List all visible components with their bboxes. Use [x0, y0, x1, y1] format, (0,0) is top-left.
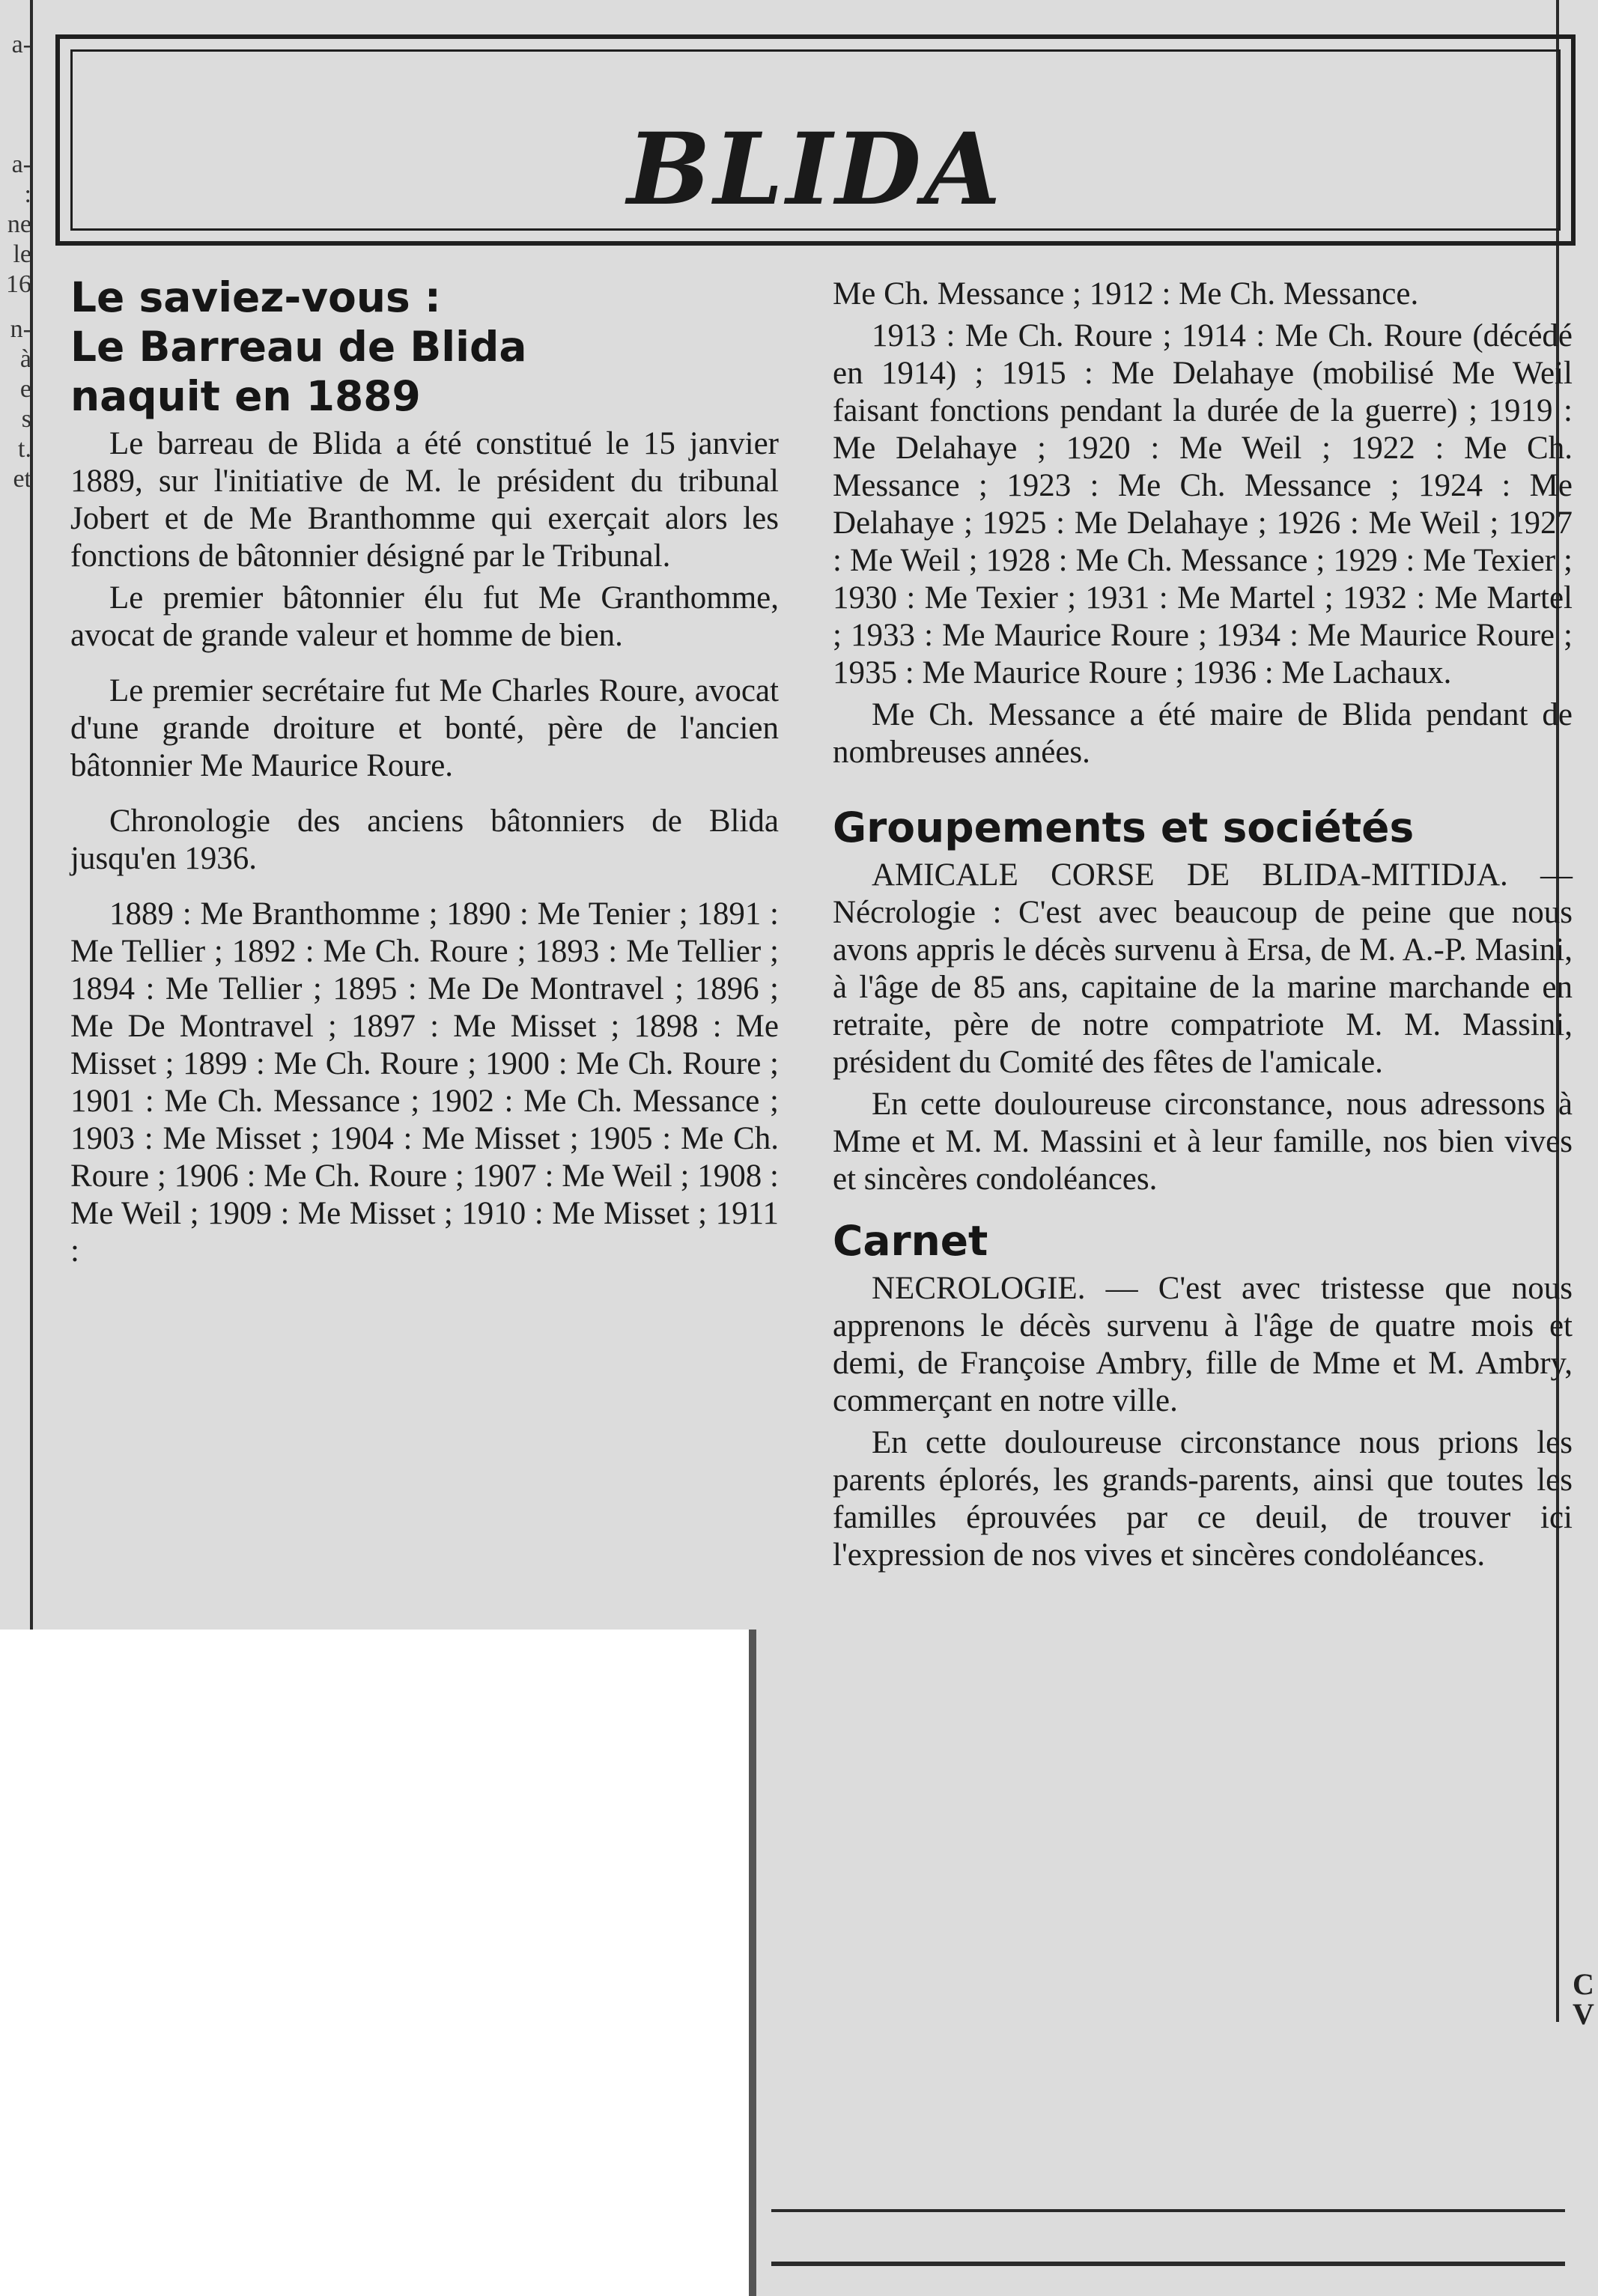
section-heading-groupements: Groupements et sociétés: [833, 804, 1415, 851]
chronology-list: 1889 : Me Branthomme ; 1890 : Me Tenier ; 1891 : Me Tellier ; 1892 : Me Ch. Roure ; 1893 : Me Tellier ; 1894 : Me Tellier ; 1895 : Me De Montravel ; 1896 ; Me De Montravel ; 1897 : Me Misset ; 1898 : Me Misset ; 1899 : Me Ch. Roure ; 1900 : Me Ch. Roure ; 1901 : Me Ch. Messance ; 1902 : Me Ch. Messance ; 1903 : Me Misset ; 1904 : Me Misset ; 1905 : Me Ch. Roure ; 1906 : Me Ch. Roure ; 1907 : Me Weil ; 1908 : Me Weil ; 1909 : Me Misset ; 1910 : Me Misset ; 1911 :: [70, 896, 779, 1269]
article-paragraph: Le premier bâtonnier élu fut Me Granthomme, avocat de grande valeur et homme de bien.: [70, 580, 779, 653]
tear-edge: [749, 1630, 756, 2296]
article-continuation: Me Ch. Messance ; 1912 : Me Ch. Messance.: [833, 276, 1419, 312]
article-paragraph: En cette douloureuse circonstance nous prions les parents éplorés, les grands-parents, ainsi que toutes les familles éprouvées par ce deuil, de trouver ici l'expression de nos vives et sincères condoléances.: [833, 1425, 1573, 1573]
right-column: [833, 276, 1573, 1579]
article-paragraph: Le premier secrétaire fut Me Charles Roure, avocat d'une grande droiture et bonté, père de l'ancien bâtonnier Me Maurice Roure.: [70, 673, 779, 783]
headline-line: Le saviez-vous :: [70, 273, 441, 321]
bottom-rule: [771, 2209, 1565, 2212]
chronology-continuation: 1913 : Me Ch. Roure ; 1914 : Me Ch. Roure (décédé en 1914) ; 1915 : Me Delahaye (mobilisé Me Weil faisant fonctions pendant la durée de la guerre) ; 1919 : Me Delahaye ; 1920 : Me Weil ; 1922 : Me Ch. Messance ; 1923 : Me Ch. Messance ; 1924 : Me Delahaye ; 1925 : Me Delahaye ; 1926 : Me Weil ; 1927 : Me Weil ; 1928 : Me Ch. Messance ; 1929 : Me Texier ; 1930 : Me Texier ; 1931 : Me Martel ; 1932 : Me Martel ; 1933 : Me Maurice Roure ; 1934 : Me Maurice Roure ; 1935 : Me Maurice Roure ; 1936 : Me Lachaux.: [833, 318, 1573, 690]
clipping-paper-lower: [749, 1630, 1598, 2296]
headline-line: naquit en 1889: [70, 372, 421, 420]
article-paragraph: En cette douloureuse circonstance, nous adressons à Mme et M. M. Massini et à leur famille, nos bien vives et sincères condoléances.: [833, 1087, 1573, 1197]
article-paragraph: Chronologie des anciens bâtonniers de Blida jusqu'en 1936.: [70, 804, 779, 876]
masthead-title: BLIDA: [627, 112, 1004, 228]
section-heading-carnet: Carnet: [833, 1217, 988, 1265]
article-paragraph: AMICALE CORSE DE BLIDA-MITIDJA. — Nécrologie : C'est avec beaucoup de peine que nous avons appris le décès survenu à Ersa, de M. A.-P. Masini, à l'âge de 85 ans, capitaine de la marine marchande en retraite, père de notre compatriote M. M. Massini, président du Comité des fêtes de l'amicale.: [833, 857, 1573, 1080]
headline-line: Le Barreau de Blida: [70, 323, 527, 371]
article-paragraph: NECROLOGIE. — C'est avec tristesse que nous apprenons le décès survenu à l'âge de quatre mois et demi, de Françoise Ambry, fille de Mme et M. Ambry, commerçant en notre ville.: [833, 1271, 1573, 1418]
margin-fragment-right: C V: [1573, 1967, 1594, 2031]
article-headline: [70, 273, 779, 421]
next-masthead-border: [771, 2262, 1565, 2266]
article-paragraph: Le barreau de Blida a été constitué le 15 janvier 1889, sur l'initiative de M. le président du tribunal Jobert et de Me Branthomme qui exerçait alors les fonctions de bâtonnier désigné par le Tribunal.: [70, 426, 779, 574]
left-column: [70, 273, 779, 1275]
masthead: [55, 34, 1576, 246]
article-paragraph: Me Ch. Messance a été maire de Blida pendant de nombreuses années.: [833, 697, 1573, 770]
margin-fragment-left: a- a- : ne le 16 n- à e s t. et: [6, 31, 31, 493]
